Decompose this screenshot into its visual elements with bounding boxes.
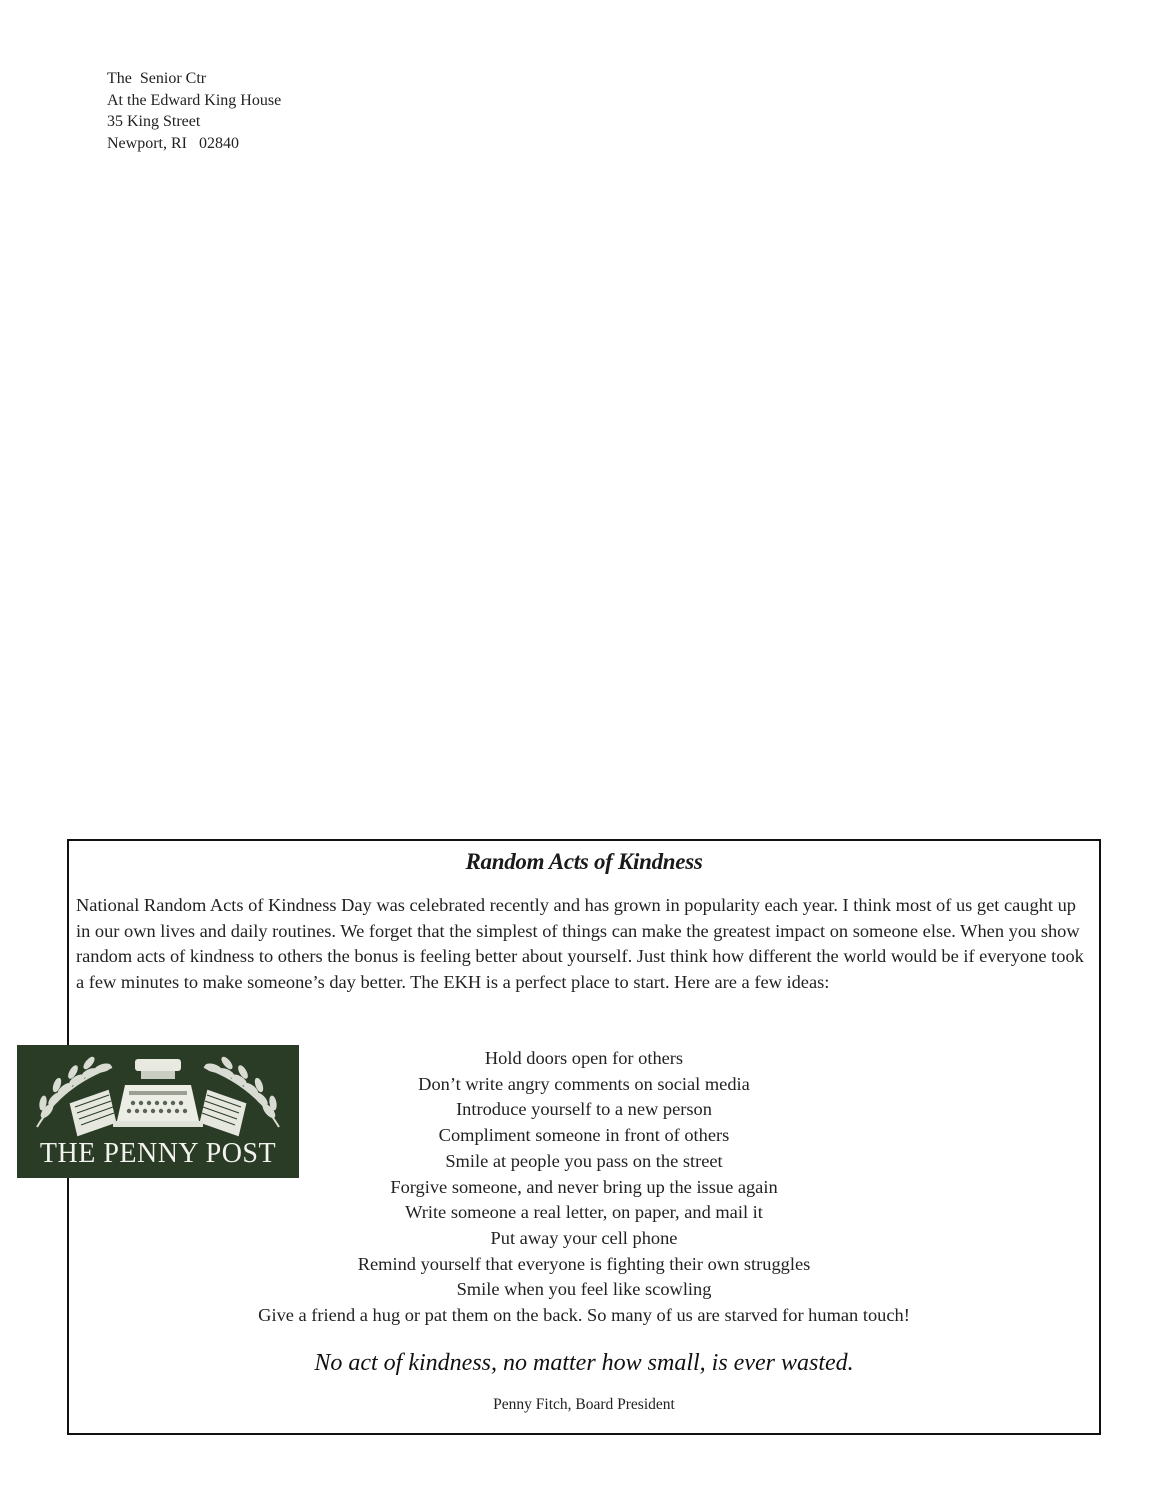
logo-text: THE PENNY POST xyxy=(39,1138,277,1169)
list-item: Put away your cell phone xyxy=(490,1227,678,1248)
address-line-1: The Senior Ctr xyxy=(107,70,207,87)
signature: Penny Fitch, Board President xyxy=(493,1396,675,1413)
list-item: Forgive someone, and never bring up the issue again xyxy=(390,1176,778,1197)
address-line-2: At the Edward King House xyxy=(107,91,282,109)
list-item: Compliment someone in front of others xyxy=(438,1125,730,1146)
mailing-address xyxy=(107,68,281,154)
closing-quote: No act of kindness, no matter how small, is ever wasted. xyxy=(314,1350,854,1376)
article-intro: National Random Acts of Kindness Day was celebrated recently and has grown in popularity each year. I think most of us get caught up in our own lives and daily routines. We forget that the simplest of things can make the greatest impact on someone else. When you show random acts of kindness to others the bonus is feeling better about yourself. Just think how different the world would be if everyone took a few minutes to make someone’s day better. The EKH is a perfect place to start. Here are a few ideas: xyxy=(76,895,1084,993)
list-item: Write someone a real letter, on paper, and mail it xyxy=(405,1202,763,1223)
list-item: Don’t write angry comments on social media xyxy=(418,1073,750,1094)
penny-post-logo xyxy=(17,1045,299,1178)
address-line-3: 35 King Street xyxy=(107,113,201,130)
list-item: Hold doors open for others xyxy=(484,1048,684,1068)
list-item: Smile when you feel like scowling xyxy=(456,1279,712,1300)
list-item: Remind yourself that everyone is fighting their own struggles xyxy=(357,1253,811,1274)
list-item: Give a friend a hug or pat them on the back. So many of us are starved for human touch! xyxy=(258,1305,910,1326)
article-title: Random Acts of Kindness xyxy=(465,849,703,874)
list-item: Smile at people you pass on the street xyxy=(445,1150,723,1171)
address-line-4: Newport, RI 02840 xyxy=(107,134,239,152)
list-item: Introduce yourself to a new person xyxy=(456,1099,712,1120)
